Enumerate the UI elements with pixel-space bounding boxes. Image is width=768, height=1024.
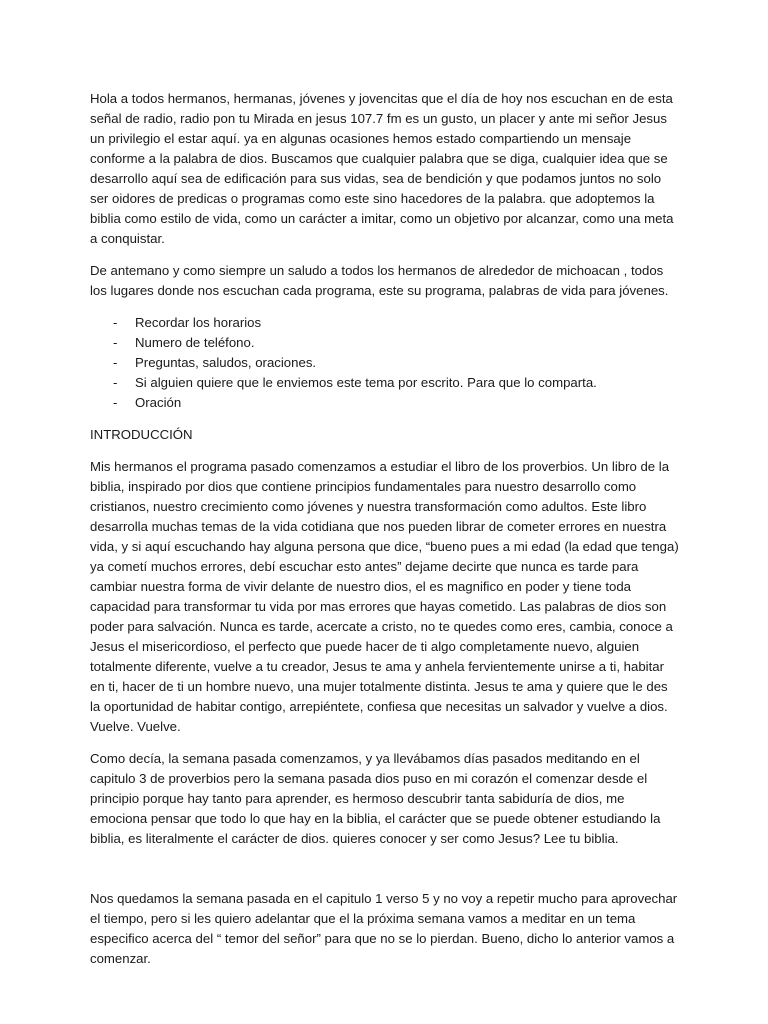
blank-line <box>90 861 680 889</box>
list-item-text: Numero de teléfono. <box>135 335 255 350</box>
intro-paragraph: Hola a todos hermanos, hermanas, jóvenes y jovencitas que el día de hoy nos escuchan en de esta señal de radio, radio pon tu Mirada en jesus 107.7 fm es un gusto, un placer y ante mi señor Jesus un privilegio el estar aquí. ya en algunas ocasiones hemos estado compartiendo un mensaje conforme a la palabra de dios. Buscamos que cualquier palabra que se diga, cualquier idea que se desarrollo aquí sea de edificación para sus vidas, sea de bendición y que podamos juntos no solo ser oidores de predicas o programas como este sino hacedores de la palabra. que adoptemos la biblia como estilo de vida, como un carácter a imitar, como un objetivo por alcanzar, como una meta a conquistar. <box>90 91 674 246</box>
body-paragraph-2: Como decía, la semana pasada comenzamos, y ya llevábamos días pasados meditando en el capitulo 3 de proverbios pero la semana pasada dios puso en mi corazón el comenzar desde el principio porque hay tanto para aprender, es hermoso descubrir tanta sabiduría de dios, me emociona pensar que todo lo que hay en la biblia, el carácter que se puede obtener estudiando la biblia, es literalmente el carácter de dios. quieres conocer y ser como Jesus? Lee tu biblia. <box>90 751 661 846</box>
list-item <box>90 353 680 373</box>
body-paragraph-1: Mis hermanos el programa pasado comenzamos a estudiar el libro de los proverbios. Un libro de la biblia, inspirado por dios que contiene principios fundamentales para nuestro desarrollo como cristianos, nuestro crecimiento como jóvenes y nuestra transformación como adultos. Este libro desarrolla muchas temas de la vida cotidiana que nos pueden librar de cometer errores en nuestra vida, y si aquí escuchando hay alguna persona que dice, “bueno pues a mi edad (la edad que tenga) ya cometí muchos errores, debí escuchar esto antes” dejame decirte que nunca es tarde para cambiar nuestra forma de vivir delante de nuestro dios, el es magnifico en poder y tiene toda capacidad para transformar tu vida por mas errores que hayas cometido. Las palabras de dios son poder para salvación. Nunca es tarde, acercate a cristo, no te quedes como eres, cambia, conoce a Jesus el misericordioso, el perfecto que puede hacer de ti algo completamente nuevo, alguien totalmente diferente, vuelve a tu creador, Jesus te ama y anhela fervientemente unirse a ti, habitar en ti, hacer de ti un hombre nuevo, una mujer totalmente distinta. Jesus te ama y quiere que le des la oportunidad de habitar contigo, arrepiéntete, confiesa que necesitas un salvador y vuelve a dios. Vuelve. Vuelve. <box>90 459 679 734</box>
list-item-text: Preguntas, saludos, oraciones. <box>135 355 317 370</box>
list-marker: - <box>113 375 118 390</box>
list-marker: - <box>113 355 118 370</box>
list-item <box>90 333 680 353</box>
list-item <box>90 393 680 413</box>
list-item-text: Si alguien quiere que le enviemos este tema por escrito. Para que lo comparta. <box>135 375 597 390</box>
body-paragraph-3: Nos quedamos la semana pasada en el capitulo 1 verso 5 y no voy a repetir mucho para aprovechar el tiempo, pero si les quiero adelantar que el la próxima semana vamos a meditar en un tema especifico acerca del “ temor del señor” para que no se lo pierdan. Bueno, dicho lo anterior vamos a comenzar. <box>90 891 678 966</box>
list-item <box>90 373 680 393</box>
list-item-text: Recordar los horarios <box>135 315 262 330</box>
list-marker: - <box>113 335 118 350</box>
list-item-text: Oración <box>135 395 182 410</box>
list-marker: - <box>113 395 118 410</box>
greeting-paragraph: De antemano y como siempre un saludo a todos los hermanos de alrededor de michoacan , todos los lugares donde nos escuchan cada programa, este su programa, palabras de vida para jóvenes. <box>90 263 669 298</box>
section-heading: INTRODUCCIÓN <box>90 427 193 442</box>
document-page <box>90 89 680 981</box>
list-marker: - <box>113 315 118 330</box>
list-item <box>90 313 680 333</box>
announcement-list <box>90 313 680 413</box>
